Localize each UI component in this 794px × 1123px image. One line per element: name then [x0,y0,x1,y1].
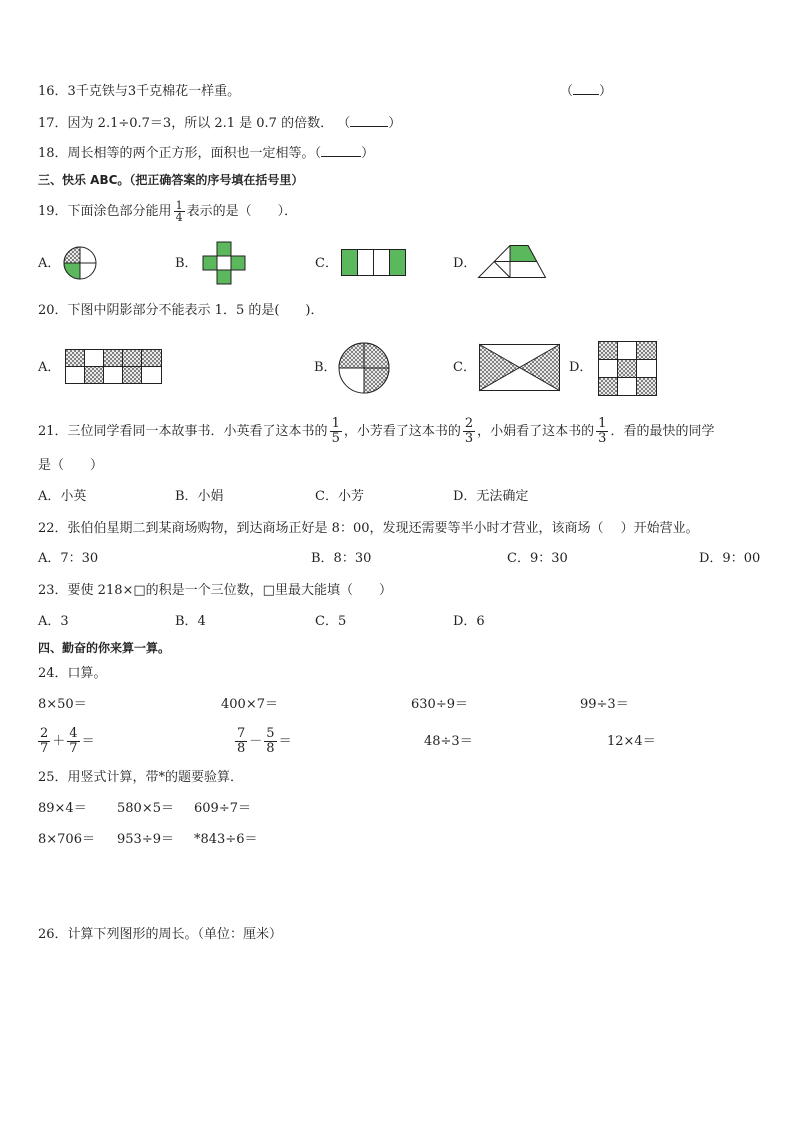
fraction [235,727,247,756]
calc-item: 400×7＝ [221,697,278,712]
question-21 [38,412,714,452]
frac-den: 7 [40,741,49,756]
paren-right: ） [361,146,375,161]
calc-item: 99÷3＝ [580,697,629,712]
q21-option-b[interactable]: B．小娟 [175,489,224,504]
q19-figure-a-circle [63,246,97,280]
frac-den: 5 [331,431,340,446]
equals: ＝ [278,734,292,749]
q23-option-d[interactable]: D．6 [453,614,485,629]
q20-figure-d-grid [598,341,658,397]
question-25 [38,770,243,786]
question-number: 23． [38,583,68,598]
question-text: 下图中阴影部分不能表示 1．5 的是( )． [67,303,324,318]
section-heading-4: 四、勤奋的你来算一算。 [38,641,171,655]
question-number: 26． [38,927,68,942]
frac-num: 4 [69,726,78,741]
q20-option-a[interactable]: A． [38,360,61,375]
frac-den: 3 [598,431,607,446]
frac-num: 7 [237,726,246,741]
q23-option-b[interactable]: B．4 [175,614,206,629]
frac-den: 3 [464,431,474,446]
question-text: 三位同学看同一本故事书．小英看了这本书的 [67,424,328,439]
fraction-2-3 [463,417,475,446]
question-23 [38,583,392,599]
q20-option-b[interactable]: B． [314,360,337,375]
fraction [38,727,50,756]
q20-figure-a-grid [65,349,163,385]
section-heading-3: 三、快乐 ABC。（把正确答案的序号填在括号里） [38,173,304,187]
q19-option-b[interactable]: B． [175,256,198,271]
q20-figure-c-bowtie [479,344,561,392]
answer-paren-16[interactable] [560,84,612,100]
operator: － [249,734,263,749]
answer-blank[interactable] [350,126,388,127]
paren-right: ） [599,84,613,99]
fraction-1-5 [330,417,342,446]
answer-blank[interactable] [321,156,361,157]
paren-left: （ [314,146,322,161]
question-text: 要使 218×□的积是一个三位数，□里最大能填（ ） [67,583,392,598]
answer-blank[interactable] [573,94,599,95]
question-19 [38,197,297,227]
question-number: 24． [38,666,68,681]
question-17 [38,116,401,132]
frac-den: 4 [175,211,183,224]
fraction [67,727,79,756]
calc-item: 609÷7＝ [194,801,251,816]
question-text: 3千克铁与3千克棉花一样重。 [67,84,241,99]
calc-item: 580×5＝ [117,801,174,816]
calc-item: 89×4＝ [38,801,87,816]
frac-den: 8 [237,741,246,756]
frac-num: 2 [464,416,474,431]
q21-option-d[interactable]: D．无法确定 [453,489,529,504]
q20-option-d[interactable]: D． [569,360,593,375]
question-text: 下面涂色部分能用 [67,204,172,219]
question-text: 因为 2.1÷0.7＝3，所以 2.1 是 0.7 的倍数． [67,116,334,131]
q19-option-c[interactable]: C． [315,256,338,271]
q20-option-c[interactable]: C． [453,360,476,375]
q22-option-c[interactable]: C．9：30 [507,551,568,566]
question-text: 用竖式计算，带*的题要验算． [67,770,244,785]
frac-den: 8 [266,741,275,756]
calc-fraction-add [36,722,95,762]
question-number: 18． [38,146,68,161]
question-number: 19． [38,204,68,219]
question-21-line2: 是（ ） [38,458,104,473]
frac-num: 1 [175,199,183,212]
equals: ＝ [81,734,95,749]
fraction [264,727,276,756]
q22-option-b[interactable]: B．8：30 [311,551,372,566]
fraction-1-3 [596,417,608,446]
frac-num: 5 [266,726,275,741]
operator: ＋ [52,734,66,749]
frac-den: 7 [69,741,78,756]
paren-left: （ [560,84,574,99]
question-text-3: ，小娟看了这本书的 [477,424,595,439]
frac-num: 1 [331,416,340,431]
q23-option-c[interactable]: C．5 [315,614,347,629]
question-text: 周长相等的两个正方形，面积也一定相等。 [67,146,315,161]
question-number: 20． [38,303,68,318]
fraction [174,200,185,223]
question-24 [38,666,107,682]
q22-option-d[interactable]: D．9：00 [699,551,761,566]
question-text-2: ，小芳看了这本书的 [343,424,461,439]
q20-figure-b-circle [338,342,390,394]
frac-num: 1 [598,416,607,431]
calc-item: *843÷6＝ [194,832,258,847]
calc-item: 12×4＝ [607,734,656,749]
paren-left: （ [337,116,351,131]
question-number: 21． [38,424,68,439]
q19-option-a[interactable]: A． [38,256,61,271]
question-text: 张伯伯星期二到某商场购物，到达商场正好是 8：00，发现还需要等半小时才营业，该商场（ ）开始营业。 [67,521,699,536]
q23-option-a[interactable]: A．3 [38,614,69,629]
question-26 [38,927,282,943]
q21-option-c[interactable]: C．小芳 [315,489,364,504]
q19-figure-c-bar [341,249,407,276]
q19-option-d[interactable]: D． [453,256,477,271]
calc-item: 8×50＝ [38,697,87,712]
paren-right: ） [388,116,402,131]
question-text: 计算下列图形的周长。（单位：厘米） [67,927,283,942]
calc-item: 630÷9＝ [411,697,468,712]
q19-figure-d-trapezoid [478,245,546,278]
question-16 [38,84,240,100]
question-number: 25． [38,770,68,785]
calc-item: 8×706＝ [38,832,95,847]
calc-fraction-sub [233,722,292,762]
q19-figure-b-cross [203,242,245,284]
calc-item: 953÷9＝ [117,832,174,847]
q21-option-a[interactable]: A．小英 [38,489,87,504]
question-text-tail: 表示的是（ ）． [186,204,298,219]
frac-num: 2 [40,726,49,741]
question-text-4: ．看的最快的同学 [610,424,715,439]
question-18 [38,146,374,162]
question-number: 22． [38,521,68,536]
question-20 [38,303,324,319]
question-22 [38,521,699,537]
q22-option-a[interactable]: A．7：30 [38,551,99,566]
question-number: 17． [38,116,68,131]
question-text: 口算。 [67,666,107,681]
calc-item: 48÷3＝ [424,734,473,749]
question-number: 16． [38,84,68,99]
